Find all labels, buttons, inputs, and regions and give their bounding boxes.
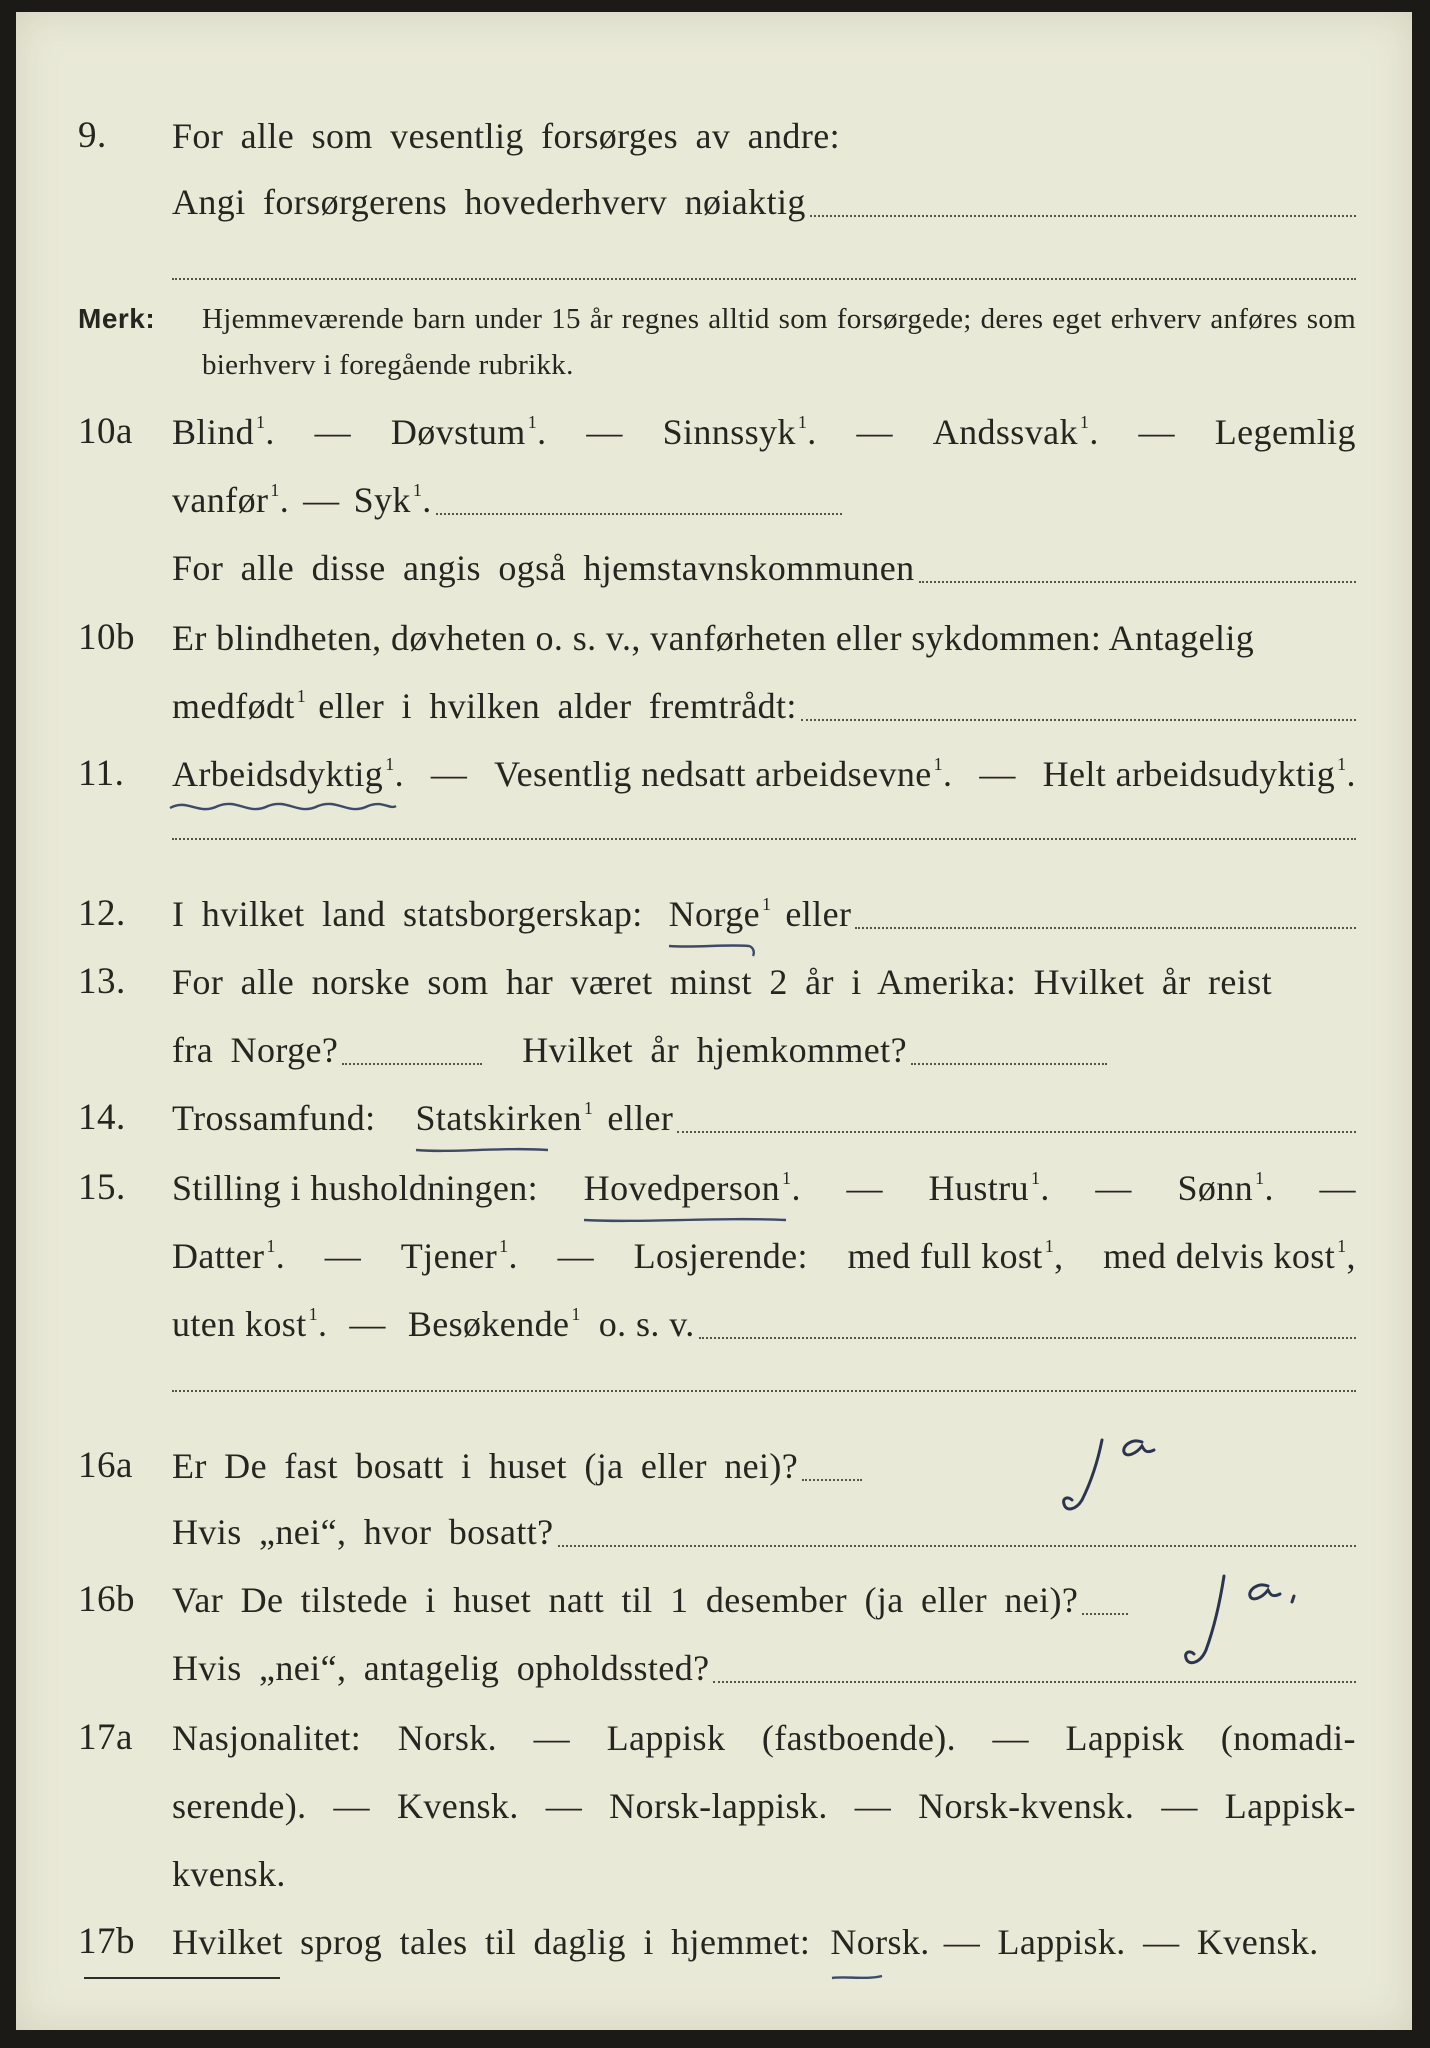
footnote-mark: 1 [1044,1236,1055,1256]
note-text: Hjemmeværende barn under 15 år regnes alltid som forsørgede; deres eget erhverv anføres som bierhverv i foregående rubrikk. [202,303,1356,381]
option-vesentlig-nedsatt[interactable]: Vesentlig nedsatt arbeidsevne [494,754,932,794]
question-number: 10b [78,617,135,658]
question-text: Hvilket år hjemkommet? [522,1030,907,1070]
separator: — [557,1236,594,1276]
question-number: 13. [78,961,126,1002]
separator: — [854,1786,892,1826]
question-text: Er blindheten, døvheten o. s. v., vanførheten eller sykdommen: Antagelig [172,618,1255,658]
separator: — [1138,412,1175,452]
question-number: 16a [78,1445,133,1486]
separator: — [349,1304,386,1344]
answer-field-dotted[interactable] [911,1063,1107,1065]
question-12 [16,884,1412,944]
answer-field-dotted[interactable] [342,1063,482,1065]
question-10a: 10a Blind $^1$. — Døvstum $^1$. — Sinnssyk $^1$. — Andssvak $^1$. — Legemlig [16,402,1412,462]
question-text: Trossamfund: [172,1098,376,1138]
question-text: fra Norge? [172,1030,339,1070]
option-hustru[interactable]: Hustru [928,1168,1029,1208]
question-10a-line-2: vanfør $^1$. — Syk $^1$. [16,470,1412,530]
question-15-line-3: uten kost $^1$. — Besøkende $^1$ o. s. v. [16,1294,1412,1354]
footnote-mark: 1 [270,480,280,500]
question-text: For alle norske som har været minst 2 år i Amerika: Hvilket år reist [172,962,1272,1002]
footnote-mark: 1 [412,480,423,500]
footnote-mark: 1 [499,1236,509,1256]
question-text: Nasjonalitet: [172,1718,362,1758]
option-legemlig[interactable]: Legemlig [1214,412,1356,452]
option-blind[interactable]: Blind [172,412,255,452]
question-10b [16,608,1412,668]
footnote-mark: 1 [797,412,808,432]
footnote-mark: 1 [256,412,266,432]
question-text: For alle disse angis også hjemstavnskommunen [172,548,915,588]
handwritten-underline [168,800,398,816]
question-13 [16,952,1412,1012]
option-norsk-lappisk[interactable]: Norsk-lappisk. [609,1786,828,1826]
option-vanfor[interactable]: vanfør [172,480,269,520]
answer-field-dotted[interactable] [558,1545,1356,1547]
question-number: 14. [78,1097,126,1138]
answer-field-dotted[interactable] [172,1390,1356,1392]
option-syk[interactable]: Syk [353,480,411,520]
option-norsk[interactable]: Norsk. [397,1718,498,1758]
question-text: (fastboende). [761,1718,956,1758]
question-number: 15. [78,1167,126,1208]
question-number: 16b [78,1579,135,1620]
footnote-mark: 1 [761,894,772,914]
note-label: Merk: [78,303,156,334]
separator: — [303,480,340,520]
answer-field-dotted[interactable] [436,513,842,515]
question-17a [16,1708,1412,1768]
question-9 [16,106,1412,166]
question-15-line-2: Datter $^1$. — Tjener $^1$. — Losjerende: med full kost $^1$, med delvis kost $^1$, [16,1226,1412,1286]
question-text: eller i hvilken alder fremtrådt: [318,686,797,726]
question-text: For alle som vesentlig forsørges av andre: [172,116,840,156]
answer-field-dotted[interactable] [172,278,1356,280]
question-16b-line-2 [16,1638,1412,1698]
option-med-full-kost[interactable]: med full kost [847,1236,1043,1276]
separator: — [586,412,623,452]
separator: — [856,412,893,452]
question-11: 11. Arbeidsdyktig $^1$. — Vesentlig nedsatt arbeidsevne $^1$. — Helt arbeidsudyktig $^1$. [16,744,1412,804]
question-17a-line-2 [16,1776,1412,1836]
separator: — [324,1236,362,1276]
option-medfodt[interactable]: medfødt [172,686,295,726]
separator: — [1319,1168,1356,1208]
option-statskirken[interactable]: Statskirken [416,1088,582,1148]
option-datter[interactable]: Datter [172,1236,265,1276]
question-17b [16,1912,1412,1972]
question-text: o. s. v. [598,1304,695,1344]
footnote-mark: 1 [296,686,307,706]
question-17a-line-3 [16,1844,1412,1904]
footnote-mark: 1 [527,412,538,432]
separator: — [314,412,352,452]
option-sinnssyk[interactable]: Sinnssyk [662,412,796,452]
question-number: 17b [78,1921,135,1962]
option-kvensk[interactable]: Kvensk. [396,1786,519,1826]
question-number: 10a [78,411,133,452]
question-number: 17a [78,1717,133,1758]
merk-note [16,296,1412,392]
option-norsk[interactable]: Norsk. [830,1912,929,1972]
separator: — [333,1786,370,1826]
separator: — [992,1718,1029,1758]
question-text: eller [607,1098,674,1138]
handwritten-underline [826,1968,886,1984]
option-andssvak[interactable]: Andssvak [932,412,1078,452]
question-text: (nomadi- [1220,1718,1356,1758]
footnote-mark: 1 [1337,754,1347,774]
answer-field-dotted[interactable] [810,215,1356,217]
answer-field-dotted[interactable] [802,1479,862,1481]
footnote-mark: 1 [1030,1168,1041,1188]
option-lappisk-fastboende[interactable]: Lappisk [606,1718,726,1758]
question-text: serende). [172,1786,307,1826]
separator: — [430,754,468,794]
question-13-line-2 [16,1020,1412,1080]
question-text: Er De fast bosatt i huset (ja eller nei)? [172,1446,799,1486]
footnote-mark: 1 [782,1168,792,1188]
separator: — [846,1168,883,1208]
question-14 [16,1088,1412,1148]
option-lappisk-kvensk[interactable]: Lappisk- [1224,1786,1356,1826]
separator: — [545,1786,583,1826]
question-9-line-2 [16,172,1412,232]
answer-field-dotted[interactable] [855,927,1356,929]
question-16a [16,1436,1412,1496]
option-helt-arbeidsudyktig[interactable]: Helt arbeidsudyktig [1042,754,1336,794]
answer-field-dotted[interactable] [172,838,1356,840]
footnote-mark: 1 [1079,412,1090,432]
footnote-mark: 1 [583,1098,594,1118]
question-text: Losjerende: [633,1236,808,1276]
option-besokende[interactable]: Besøkende [407,1304,570,1344]
footnote-mark: 1 [571,1304,581,1324]
question-text: eller [785,894,852,934]
question-number: 11. [78,753,125,794]
footnote-mark: 1 [1255,1168,1265,1188]
question-text: Hvilket sprog tales til daglig i hjemmet: [172,1922,811,1962]
option-med-delvis-kost[interactable]: med delvis kost [1103,1236,1336,1276]
question-number: 9. [78,115,107,156]
question-text: Stilling i husholdningen: [172,1168,539,1208]
answer-field-dotted[interactable] [699,1337,1356,1339]
option-norge[interactable]: Norge [669,884,760,944]
question-text: kvensk. [172,1854,286,1894]
option-hovedperson[interactable]: Hovedperson [584,1158,780,1218]
question-10a-line-3 [16,538,1412,598]
footnote-mark: 1 [933,754,944,774]
question-text: — Lappisk. — Kvensk. [943,1922,1319,1962]
footnote-mark: 1 [308,1304,318,1324]
question-15: 15. Stilling i husholdningen: Hovedperson $^1$. — Hustru $^1$. — Sønn $^1$. — [16,1158,1412,1218]
separator: — [1161,1786,1198,1826]
question-text: Hvis „nei“, hvor bosatt? [172,1512,554,1552]
question-10b-line-2 [16,676,1412,736]
separator: — [1095,1168,1132,1208]
answer-field-dotted[interactable] [919,581,1356,583]
answer-field-dotted[interactable] [713,1681,1356,1683]
option-dovstum[interactable]: Døvstum [390,412,526,452]
answer-field-dotted[interactable] [801,719,1356,721]
option-arbeidsdyktig[interactable]: Arbeidsdyktig [172,744,383,804]
question-text: I hvilket land statsborgerskap: [172,894,643,934]
separator: — [979,754,1016,794]
footnote-mark: 1 [1337,1236,1347,1256]
question-number: 12. [78,893,126,934]
option-uten-kost[interactable]: uten kost [172,1304,307,1344]
option-tjener[interactable]: Tjener [400,1236,498,1276]
question-text: Hvis „nei“, antagelig opholdssted? [172,1648,710,1688]
option-norsk-kvensk[interactable]: Norsk-kvensk. [918,1786,1135,1826]
footnote-rule [84,1977,280,1979]
question-16a-line-2 [16,1502,1412,1562]
option-sonn[interactable]: Sønn [1177,1168,1254,1208]
answer-field-dotted[interactable] [677,1131,1356,1133]
footnote-mark: 1 [266,1236,276,1256]
option-lappisk-nomadiserende[interactable]: Lappisk [1065,1718,1185,1758]
footnote-mark: 1 [385,754,395,774]
question-text: Var De tilstede i huset natt til 1 desember (ja eller nei)? [172,1580,1079,1620]
separator: — [533,1718,571,1758]
question-text: Angi forsørgerens hovederhverv nøiaktig [172,182,806,222]
answer-field-dotted[interactable] [1082,1613,1128,1615]
census-form-page [16,12,1412,2030]
